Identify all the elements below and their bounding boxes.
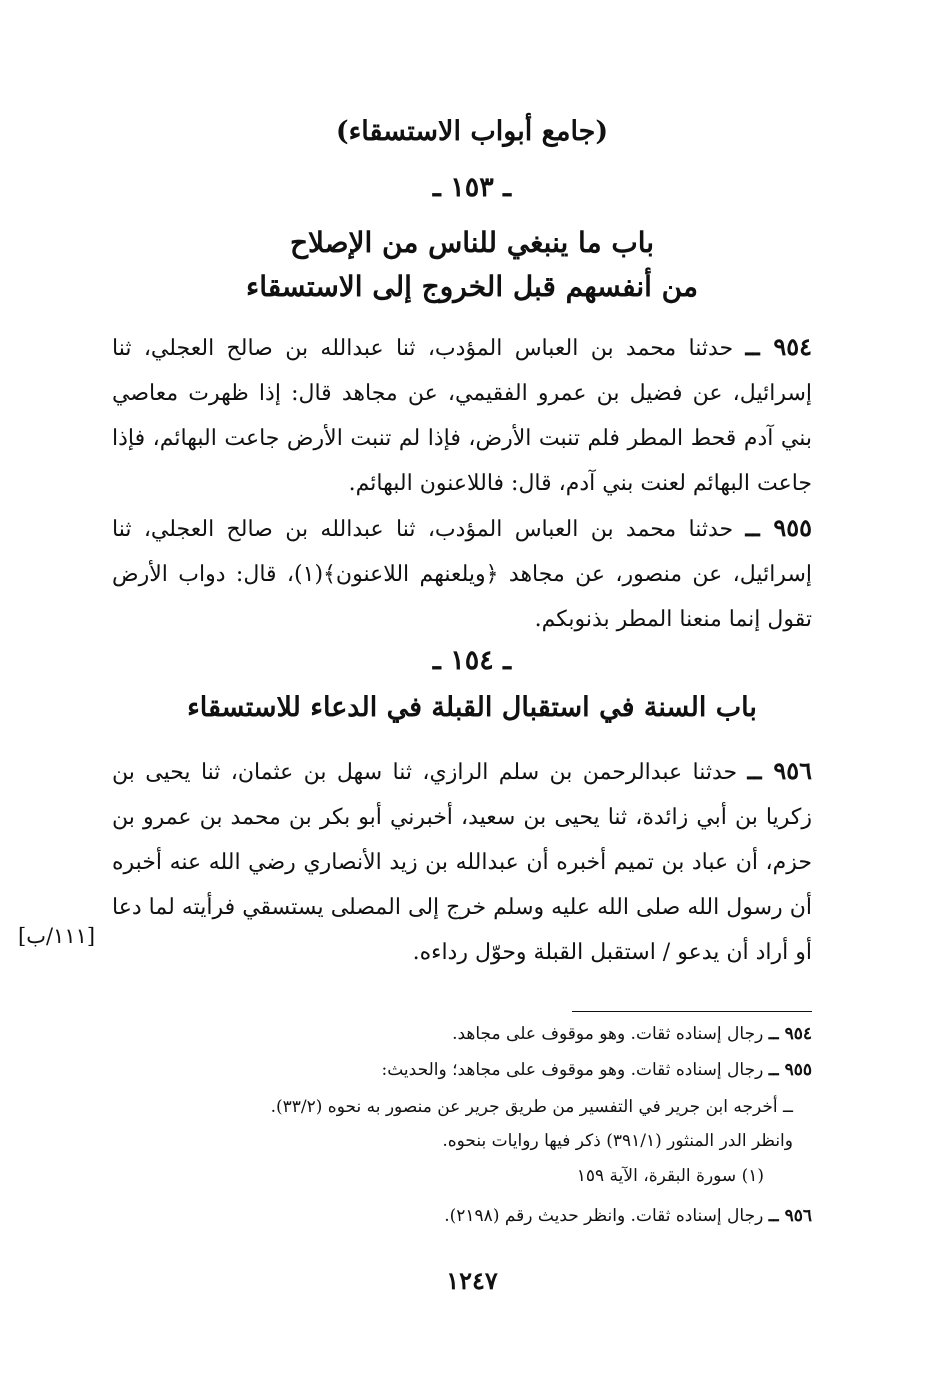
manuscript-folio-note: [١١١/ب] xyxy=(18,924,96,948)
footnote-number: ٩٥٤ ــ xyxy=(768,1024,812,1044)
footnote-divider xyxy=(572,1011,812,1012)
chapter-number: ـ ١٥٤ ـ xyxy=(432,645,512,676)
footnote xyxy=(271,1097,793,1117)
hadith-text: حدثنا محمد بن العباس المؤدب، ثنا عبدالله بن صالح العجلي، ثنا إسرائيل، عن منصور، عن مجاهد ﴿ويلعنهم اللاعنون﴾(١)، قال: دواب الأرض تقول إنما منعنا المطر بذنوبكم. xyxy=(112,517,812,632)
footnote-text: (١) سورة البقرة، الآية ١٥٩ xyxy=(576,1166,764,1186)
footnote-text: ــ أخرجه ابن جرير في التفسير من طريق جرير عن منصور به نحوه (٣٣/٢). xyxy=(270,1097,793,1117)
hadith-text: حدثنا محمد بن العباس المؤدب، ثنا عبدالله بن صالح العجلي، ثنا إسرائيل، عن فضيل بن عمرو الفقيمي، عن مجاهد قال: إذا ظهرت معاصي بني آدم قحط المطر فلم تنبت الأرض، فإذا لم تنبت الأرض جاعت البهائم، فإذا جاعت البهائم لعنت بني آدم، قال: فاللاعنون البهائم. xyxy=(112,336,812,496)
footnote xyxy=(382,1060,812,1080)
footnote xyxy=(444,1206,812,1226)
footnote xyxy=(577,1166,764,1186)
footnote xyxy=(452,1024,812,1044)
footnote-number: ٩٥٦ ــ xyxy=(768,1206,812,1226)
chapter-title: باب السنة في استقبال القبلة في الدعاء للاستسقاء xyxy=(187,692,757,723)
footnote-text: وانظر الدر المنثور (٣٩١/١) ذكر فيها روايات بنحوه. xyxy=(442,1131,793,1151)
running-title: (جامع أبواب الاستسقاء) xyxy=(335,116,609,147)
footnote-text: رجال إسناده ثقات. وانظر حديث رقم (٢١٩٨). xyxy=(444,1206,764,1226)
footnote-number: ٩٥٥ ــ xyxy=(768,1060,812,1080)
footnote-text: رجال إسناده ثقات. وهو موقوف على مجاهد؛ والحديث: xyxy=(381,1060,764,1080)
hadith-paragraph xyxy=(112,324,812,506)
hadith-paragraph xyxy=(112,748,812,975)
hadith-number: ٩٥٥ ــ xyxy=(745,513,812,542)
hadith-text: حدثنا عبدالرحمن بن سلم الرازي، ثنا سهل بن عثمان، ثنا يحيى بن زكريا بن أبي زائدة، ثنا يحيى بن سعيد، أخبرني أبو بكر بن محمد بن عمرو بن حزم، أن عباد بن تميم أخبره أن عبدالله بن زيد الأنصاري رضي الله عنه أخبره أن رسول الله صلى الله عليه وسلم خرج إلى المصلى يستسقي فرأيته لما دعا أو أراد أن يدعو / استقبل القبلة وحوّل رداءه. xyxy=(112,760,812,965)
hadith-number: ٩٥٤ ــ xyxy=(745,332,812,361)
page-number: ١٢٤٧ xyxy=(446,1266,498,1295)
chapter-title: من أنفسهم قبل الخروج إلى الاستسقاء xyxy=(246,270,698,303)
chapter-number: ـ ١٥٣ ـ xyxy=(432,172,512,203)
hadith-paragraph xyxy=(112,505,812,642)
chapter-title: باب ما ينبغي للناس من الإصلاح xyxy=(289,226,655,259)
hadith-number: ٩٥٦ ــ xyxy=(747,756,812,785)
footnote-text: رجال إسناده ثقات. وهو موقوف على مجاهد. xyxy=(452,1024,764,1044)
footnote xyxy=(442,1131,793,1151)
